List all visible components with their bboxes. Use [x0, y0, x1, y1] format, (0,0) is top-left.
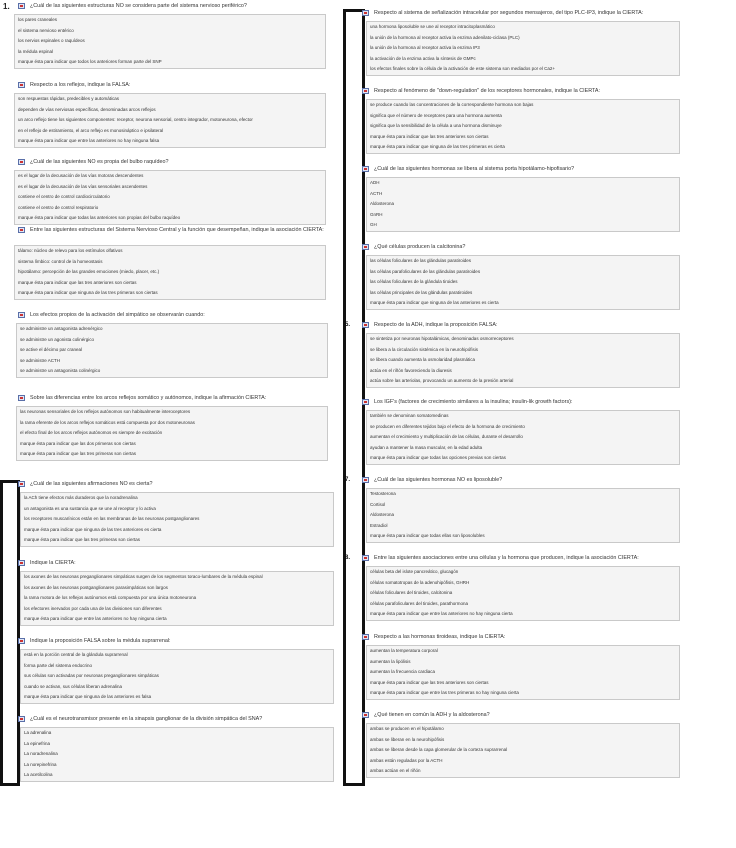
question-block	[344, 88, 680, 149]
question-text	[344, 166, 680, 173]
answer-option[interactable]: La epinefrina	[24, 740, 51, 746]
question-block	[344, 166, 680, 227]
answer-options-list	[366, 333, 680, 388]
question-prompt: ¿Qué tienen en común la ADH y la aldosterona?	[374, 712, 490, 718]
question-number: 7.	[345, 477, 351, 483]
answer-option[interactable]: el sistema nervioso entérico	[18, 27, 74, 33]
question-image-icon	[18, 638, 25, 644]
answer-option[interactable]: las células foliculares de la glándula tiroides	[370, 279, 458, 284]
answer-option[interactable]: ambas se liberan en la neurohipófisis	[370, 736, 445, 742]
question-prompt: Los efectos propios de la activación del simpático se observarán cuando:	[30, 312, 205, 318]
question-image-icon	[362, 477, 369, 483]
answer-option[interactable]: actúa sobre las arteriolas, provocando un aumento de la presión arterial	[370, 378, 514, 383]
question-block	[0, 395, 328, 456]
answer-option[interactable]: marque ésta para indicar que entre las anteriores no hay ninguna falsa	[18, 138, 160, 143]
answer-options-list	[366, 177, 680, 232]
answer-options-list	[366, 723, 680, 778]
answer-option[interactable]: células beta del islote pancreático, glucagón	[370, 569, 459, 574]
question-block	[0, 481, 334, 542]
answer-option[interactable]: la activación de la enzima activa la síntesis de GMPc	[370, 55, 476, 61]
answer-options-list	[20, 492, 334, 547]
question-image-icon	[18, 82, 25, 88]
answer-option[interactable]: se administre un antagonista colinérgico	[20, 368, 101, 373]
answer-options-list	[14, 245, 326, 300]
question-block	[0, 159, 326, 220]
answer-option[interactable]: significa que el número de receptores para una hormona aumenta	[370, 112, 502, 118]
answer-option[interactable]: es el lugar de la decusación de las vías motoras descendentes	[18, 173, 144, 178]
answer-options-list	[20, 649, 334, 704]
answer-option[interactable]: los nervios espinales o raquídeos	[18, 38, 85, 43]
answer-options-list	[20, 727, 334, 782]
answer-option[interactable]: Estradiol	[370, 522, 388, 528]
answer-option[interactable]: marque ésta para indicar que entre las anteriores no hay ninguna cierta	[370, 611, 513, 616]
question-prompt: Respecto de la ADH, indique la proposición FALSA:	[374, 322, 498, 328]
question-image-icon	[362, 244, 369, 250]
answer-options-list	[366, 21, 680, 76]
answer-option[interactable]: marque ésta para indicar que las tres primeras son ciertas	[20, 451, 137, 456]
answer-option[interactable]: dependen de vías nerviosas específicas, denominadas arcos reflejos	[18, 106, 156, 112]
answer-option[interactable]: son respuestas rápidas, predecibles y automáticas	[18, 96, 120, 101]
answer-option[interactable]: se sintetiza por neuronas hipotalámicas, denominadas osmorreceptores	[370, 336, 514, 341]
question-prompt: Entre las siguientes estructuras del Sistema Nervioso Central y la función que desempeñan, indique la asociación CIERTA:	[30, 227, 324, 233]
question-text	[0, 560, 334, 567]
answer-options-list	[366, 566, 680, 621]
question-prompt: ¿Cuál de las siguientes hormonas NO es liposoluble?	[374, 477, 503, 483]
answer-option[interactable]: los axones de las neuronas preganglionares simpáticas surgen de los segmentos toraco-lumbares de la médula espinal	[24, 574, 263, 579]
question-prompt: ¿Cuál de las siguientes hormonas se libera al sistema porta hipotálamo-hipofisario?	[374, 166, 575, 172]
answer-option[interactable]: marque ésta para indicar que todas ellas son liposolubles	[370, 533, 485, 538]
answer-option[interactable]: aumentan la lipólisis	[370, 658, 411, 664]
question-prompt: Entre las siguientes asociaciones entre una células y la hormona que producen, indique la asociación CIERTA:	[374, 555, 639, 561]
question-image-icon	[18, 3, 25, 9]
answer-option[interactable]: un arco reflejo tiene los siguientes componentes: receptor, neurona sensorial, centro integrador, motoneurona, efector	[18, 117, 253, 122]
answer-options-list	[20, 571, 334, 626]
answer-option[interactable]: ambas se producen en el hipotálamo	[370, 726, 444, 731]
question-image-icon	[362, 555, 369, 561]
question-prompt: Los IGF's (factores de crecimiento similares a la insulina; insulin-lik growth factors):	[374, 399, 573, 405]
answer-option[interactable]: marque ésta para indicar que las tres anteriores son ciertas	[370, 133, 489, 139]
answer-option[interactable]: se libera cuando aumenta la osmolaridad plasmática	[370, 357, 476, 362]
answer-option[interactable]: cuando se activan, sus células liberan adrenalina	[24, 683, 123, 689]
question-number: 8.	[345, 555, 351, 561]
left-frame-marker	[0, 480, 20, 786]
question-image-icon	[362, 712, 369, 718]
question-block	[0, 82, 326, 143]
question-image-icon	[362, 166, 369, 172]
answer-option[interactable]: contiene el centro de control respiratorio	[18, 204, 99, 210]
question-image-icon	[18, 312, 25, 318]
answer-option[interactable]: ADH	[370, 180, 380, 185]
answer-option[interactable]: los axones de las neuronas postganglionares parasimpáticas son largos	[24, 584, 168, 590]
answer-option[interactable]: hipotálamo: percepción de las grandes emociones (miedo, placer, etc.)	[18, 269, 160, 274]
question-text	[344, 88, 680, 95]
answer-option[interactable]: marque ésta para indicar que entre las anteriores no hay ninguna cierta	[24, 616, 167, 621]
answer-option[interactable]: se produce cuando las concentraciones de la correspondiente hormona son bajas	[370, 102, 534, 107]
answer-option[interactable]: se producen en diferentes tejidos bajo el efecto de la hormona de crecimiento	[370, 423, 525, 429]
answer-option[interactable]: contiene el centro de control cardiocirculatorio	[18, 194, 110, 199]
question-prompt: ¿Cuál de las siguientes estructuras NO se considera parte del sistema nervioso periférico?	[30, 3, 247, 9]
answer-option[interactable]: Aldosterona	[370, 201, 395, 206]
question-block	[0, 227, 326, 295]
question-block	[0, 560, 334, 621]
question-text	[0, 716, 334, 723]
answer-option[interactable]: aumentan el crecimiento y multiplicación de las células, durante el desarrollo	[370, 434, 523, 439]
answer-option[interactable]: los efectores inervados por cada una de las divisiones son diferentes	[24, 605, 162, 611]
answer-option[interactable]: ambas están reguladas por la ACTH	[370, 757, 443, 763]
answer-option[interactable]: marque ésta para indicar que ninguna de las tres primeras son ciertas	[18, 290, 158, 295]
answer-option[interactable]: marque ésta para indicar que todas las anteriores son propias del bulbo raquídeo	[18, 215, 181, 220]
question-image-icon	[18, 560, 25, 566]
question-block	[0, 716, 334, 777]
question-prompt: Indique la CIERTA:	[30, 560, 76, 566]
question-prompt: ¿Qué células producen la calcitonina?	[374, 244, 466, 250]
question-block	[344, 712, 680, 773]
answer-options-list	[14, 93, 326, 148]
question-block	[344, 244, 680, 305]
answer-option[interactable]: La adrenalina	[24, 730, 52, 735]
right-frame-marker	[343, 9, 365, 786]
answer-option[interactable]: GH	[370, 222, 377, 227]
answer-option[interactable]: marque ésta para indicar que entre las tres primeras no hay ninguna cierta	[370, 690, 519, 695]
answer-option[interactable]: marque ésta para indicar que ninguna de las tres primeras es cierta	[370, 144, 505, 149]
question-text	[0, 481, 334, 488]
question-image-icon	[18, 159, 25, 165]
answer-option[interactable]: La norepinefrina	[24, 761, 57, 767]
question-text	[344, 244, 680, 251]
answer-option[interactable]: marque ésta para indicar que las dos primeras son ciertas	[20, 440, 136, 446]
answer-option[interactable]: una hormona liposoluble se une al receptor intracitoplasmático	[370, 24, 495, 29]
answer-option[interactable]: es el lugar de la decusación de las vías sensoriales ascendentes	[18, 183, 148, 189]
answer-options-list	[14, 14, 326, 69]
question-text	[0, 159, 326, 166]
question-image-icon	[18, 227, 25, 233]
answer-option[interactable]: también se denominan somatomedinas	[370, 413, 449, 418]
answer-option[interactable]: Aldosterona	[370, 512, 395, 517]
answer-option[interactable]: el efecto final de los arcos reflejos autónomos es siempre de excitación	[20, 430, 163, 435]
answer-option[interactable]: marque ésta para indicar que todos los anteriores forman parte del SNP	[18, 59, 162, 64]
answer-option[interactable]: ACTH	[370, 190, 383, 196]
answer-options-list	[366, 488, 680, 543]
question-text	[344, 399, 680, 406]
answer-option[interactable]: los receptores muscarínicos están en las membranas de las neuronas postganglionares	[24, 516, 200, 521]
page-number: 1.	[3, 2, 10, 11]
question-text	[0, 227, 326, 234]
question-block	[344, 322, 680, 383]
answer-option[interactable]: la unión de la hormona al receptor activa la enzima IP3	[370, 45, 480, 50]
answer-option[interactable]: tálamo: núcleo de relevo para los estímulos olfativos	[18, 248, 123, 253]
answer-option[interactable]: se active el décimo par craneal	[20, 347, 83, 352]
question-text	[0, 312, 328, 319]
answer-option[interactable]: actúa en el riñón favoreciendo la diuresis	[370, 367, 452, 373]
answer-option[interactable]: sus células son activadas por neuronas preganglionares simpáticas	[24, 673, 159, 678]
question-block	[344, 634, 680, 695]
answer-option[interactable]: aumentan la temperatura corporal	[370, 648, 438, 653]
question-image-icon	[18, 481, 25, 487]
question-text	[344, 322, 680, 329]
answer-option[interactable]: La noradrenalina	[24, 751, 58, 756]
question-text	[344, 477, 680, 484]
answer-options-list	[366, 99, 680, 154]
answer-options-list	[366, 255, 680, 310]
answer-options-list	[16, 406, 328, 461]
question-prompt: Respecto al sistema de señalización intracelular por segundos mensajeros, del tipo PLC-IP3, indique la CIERTA:	[374, 10, 644, 16]
answer-option[interactable]: Testosterona	[370, 491, 396, 496]
answer-option[interactable]: las células principales de las glándulas paratiroides	[370, 289, 473, 295]
answer-option[interactable]: sistema límbico: control de la homeostasis	[18, 258, 103, 264]
answer-option[interactable]: la rama eferente de los arcos reflejos somáticos está compuesta por dos motoneuronas	[20, 419, 195, 425]
answer-option[interactable]: Cortisol	[370, 501, 386, 507]
answer-option[interactable]: La acetilcolina	[24, 772, 53, 777]
question-prompt: ¿Cuál de las siguientes NO es propia del bulbo raquídeo?	[30, 159, 169, 165]
question-prompt: Sobre las diferencias entre los arcos reflejos somático y autónomos, indique la afirmación CIERTA:	[30, 395, 267, 401]
question-image-icon	[18, 716, 25, 722]
answer-option[interactable]: la unión de la hormona al receptor activa la enzima adenilato-ciclasa (PLC)	[370, 34, 520, 40]
question-image-icon	[362, 399, 369, 405]
answer-option[interactable]: ayudan a mantener la masa muscular, en la edad adulta	[370, 444, 483, 450]
question-text	[344, 10, 680, 17]
question-prompt: Indique la proposición FALSA sobre la médula suprarrenal:	[30, 638, 171, 644]
answer-option[interactable]: marque ésta para indicar que las tres anteriores son ciertas	[18, 279, 137, 285]
answer-option[interactable]: se administre un agonista colinérgico	[20, 336, 95, 342]
answer-option[interactable]: un antagonista es una sustancia que se une al receptor y lo activa	[24, 505, 156, 511]
answer-options-list	[14, 170, 326, 225]
question-text	[0, 395, 328, 402]
answer-option[interactable]: la médula espinal	[18, 48, 54, 54]
answer-option[interactable]: las células foliculares de las glándulas paratiroides	[370, 258, 472, 263]
question-prompt: ¿Cuál es el neurotransmisor presente en la sinapsis ganglionar de la división simpática del SNA?	[30, 716, 263, 722]
answer-option[interactable]: la ACh tiene efectos más duraderos que la noradrenalina	[24, 495, 138, 500]
answer-option[interactable]: ambas actúan en el riñón	[370, 768, 421, 773]
answer-option[interactable]: está en la porción central de la glándula suprarrenal	[24, 652, 128, 657]
answer-option[interactable]: aumentan la frecuencia cardiaca	[370, 669, 436, 674]
answer-option[interactable]: en el reflejo de estiramiento, el arco reflejo es monosináptico e ipsilateral	[18, 127, 164, 133]
answer-option[interactable]: ambas se liberan desde la capa glomerular de la corteza suprarrenal	[370, 747, 508, 752]
answer-option[interactable]: marque ésta para indicar que las tres anteriores son ciertas	[370, 679, 489, 685]
question-image-icon	[362, 322, 369, 328]
answer-option[interactable]: se administre ACTH	[20, 357, 61, 363]
question-block	[0, 312, 328, 373]
question-number: 5.	[345, 322, 351, 328]
question-text	[0, 3, 326, 10]
question-image-icon	[362, 634, 369, 640]
question-block	[0, 3, 326, 64]
answer-option[interactable]: marque ésta para indicar que ninguna de las anteriores es cierta	[370, 300, 499, 305]
question-text	[344, 712, 680, 719]
answer-option[interactable]: marque ésta para indicar que las tres primeras son ciertas	[24, 537, 141, 542]
answer-option[interactable]: los efectos finales sobre la célula de la activación de este sistema son mediados por el Ca2+	[370, 66, 555, 71]
answer-option[interactable]: células foliculares del tiroides, calcitonina	[370, 590, 453, 595]
answer-option[interactable]: significa que la sensibilidad de la célula a una hormona disminuye	[370, 123, 502, 128]
question-block	[344, 477, 680, 538]
question-prompt: Respecto a las hormonas tiroideas, indique la CIERTA:	[374, 634, 506, 640]
answer-option[interactable]: células parafoliculares del tiroides, parathormona	[370, 600, 469, 606]
answer-options-list	[16, 323, 328, 378]
answer-option[interactable]: marque ésta para indicar que ninguna de las tres anteriores es cierta	[24, 526, 162, 532]
question-image-icon	[362, 10, 369, 16]
question-prompt: Respecto al fenómeno de "down-regulation" de los receptores hormonales, indique la CIERTA:	[374, 88, 600, 94]
question-block	[344, 399, 680, 460]
answer-option[interactable]: células somatotropas de la adenohipófisis, GHRH	[370, 579, 470, 585]
question-block	[344, 10, 680, 71]
question-block	[344, 555, 680, 616]
answer-option[interactable]: se administre un antagonista adrenérgico	[20, 326, 103, 331]
answer-option[interactable]: la rama motora de los reflejos autónomos está compuesta por una única motoneurona	[24, 595, 197, 600]
answer-options-list	[366, 645, 680, 700]
answer-option[interactable]: las neuronas sensoriales de los reflejos autónomos son habitualmente interoceptores	[20, 409, 191, 414]
answer-option[interactable]: los pares craneales	[18, 17, 58, 22]
answer-option[interactable]: GnRH	[370, 211, 383, 217]
question-block	[0, 638, 334, 699]
question-prompt: ¿Cuál de las siguientes afirmaciones NO es cierta?	[30, 481, 153, 487]
answer-options-list	[366, 410, 680, 465]
answer-option[interactable]: las células parafoliculares de las glándulas paratiroides	[370, 268, 481, 274]
question-image-icon	[18, 395, 25, 401]
question-text	[344, 555, 680, 562]
question-text	[0, 82, 326, 89]
answer-option[interactable]: se libera a la circulación sistémica en la neurohipófisis	[370, 346, 479, 352]
question-prompt: Respecto a los reflejos, indique la FALSA:	[30, 82, 131, 88]
answer-option[interactable]: marque ésta para indicar que todas las opciones previas son ciertas	[370, 455, 506, 460]
question-text	[0, 638, 334, 645]
answer-option[interactable]: forma parte del sistema endocrino	[24, 662, 93, 668]
question-image-icon	[362, 88, 369, 94]
question-text	[344, 634, 680, 641]
answer-option[interactable]: marque ésta para indicar que ninguna de las anteriores es falsa	[24, 694, 152, 699]
